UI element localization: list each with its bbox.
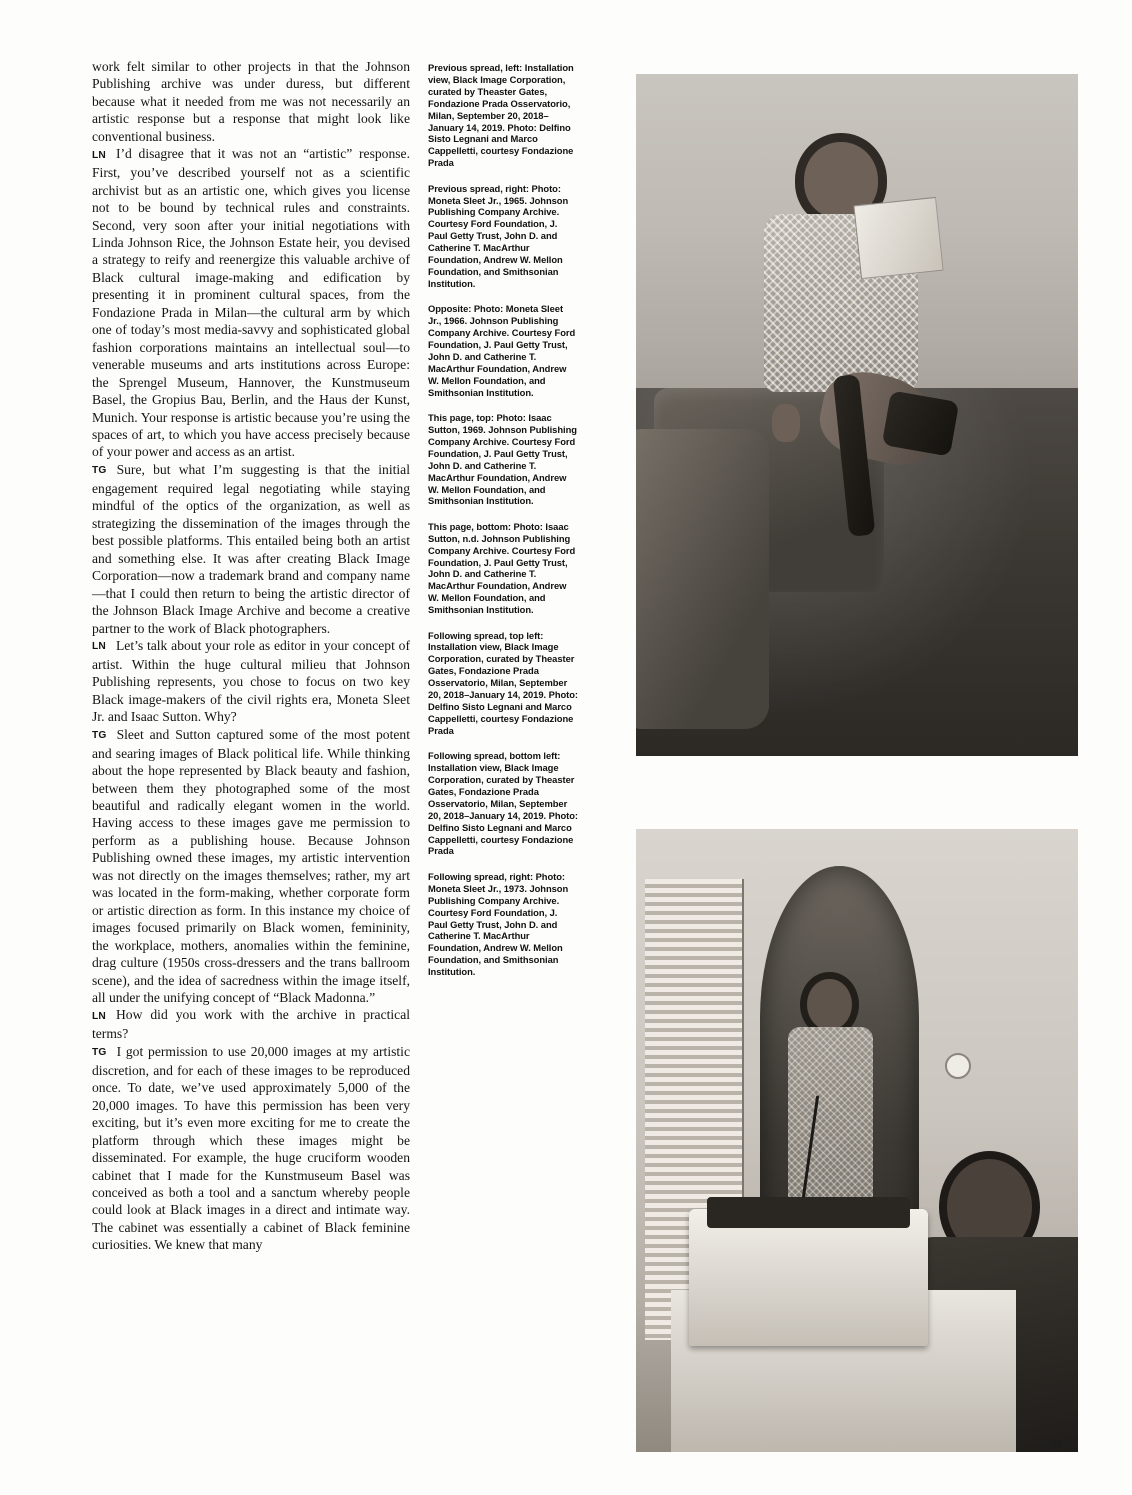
caption-opposite: Opposite: Photo: Moneta Sleet Jr., 1966. Johnson Publishing Company Archive. Courtesy Ford Foundation, J. Paul Getty Trust, John D. and Catherine T. MacArthur Foundation, Andrew W. Mellon Foundation, and Smithsonian Institution.: [428, 303, 576, 398]
paragraph-text: I got permission to use 20,000 images at my artistic discretion, and for each of these images to be reproduced once. To date, we’ve used approximately 5,000 of the 20,000 images. To have this permission has been very exciting, but it’s even more exciting for me to create the platform through which these images might be disseminated. For example, the huge cruciform wooden cabinet that I made for the Kunstmuseum Basel was conceived as both a tool and a sanctum whereby people could look at Black images in a direct and intimate way. The cabinet was essentially a cabinet of Black feminine curiosities. We knew that many: [92, 1043, 410, 1253]
paragraph: [92, 145, 410, 461]
caption-following-spread-right: Following spread, right: Photo: Moneta Sleet Jr., 1973. Johnson Publishing Company Archive. Courtesy Ford Foundation, J. Paul Getty Trust, John D. and Catherine T. MacArthur Foundation, Andrew W. Mellon Foundation, and Smithsonian Institution.: [428, 870, 569, 978]
magazine-shape: [854, 197, 945, 279]
paragraph: [92, 461, 410, 637]
figure-head: [807, 979, 852, 1031]
article-text-column: [92, 58, 410, 1254]
page-number: 37: [1049, 1438, 1062, 1452]
paragraph: [92, 637, 410, 726]
paragraph-text: I’d disagree that it was not an “artistic” response. First, you’ve described yourself not as a scientific archivist but as an artistic one, which gives you license not to be bound by technical rules and constraints. Second, very soon after your initial negotiations with Linda Johnson Rice, the Johnson Estate heir, you devised a strategy to reify and reenergize this valuable archive of Black cultural image-making and edification by presenting it in prominent cultural spaces, from the Fondazione Prada in Milan—the cultural arm by which one of today’s most media-savvy and sophisticated global fashion corporations maintains an intellectual soul—to venerable museums and arts institutions across Europe: the Sprengel Museum, Hannover, the Kunstmuseum Basel, the Gropius Bau, Berlin, and the Haus der Kunst, Munich. Your response is artistic because you’re using the spaces of art, to which you have access precisely because of your power and access as an artist.: [92, 146, 410, 460]
paragraph-text: How did you work with the archive in practical terms?: [92, 1007, 410, 1042]
caption-previous-spread-right: Previous spread, right: Photo: Moneta Sleet Jr., 1965. Johnson Publishing Company Archive. Courtesy Ford Foundation, J. Paul Getty Trust, John D. and Catherine T. MacArthur Foundation, Andrew W. Mellon Foundation, and Smithsonian Institution.: [428, 182, 569, 289]
speaker-label: LN: [92, 149, 106, 161]
caption-previous-spread-left: Previous spread, left: Installation view, Black Image Corporation, curated by Theaster Gates, Fondazione Prada Osservatorio, Milan, September 20, 2018–January 14, 2019. Photo: Delfino Sisto Legnani and Marco Cappelletti, courtesy Fondazione Prada: [428, 62, 574, 169]
photo-bottom: [636, 829, 1078, 1452]
photo-top-composition: [636, 74, 1078, 756]
photo-top: [636, 74, 1078, 756]
paragraph: [92, 1006, 410, 1042]
photo-bottom-composition: [636, 829, 1078, 1452]
typewriter-shape: [689, 1209, 928, 1346]
typewriter-roller: [707, 1197, 910, 1228]
paragraph-text: Sure, but what I’m suggesting is that the initial engagement required legal negotiating while staying mindful of the optics of the organization, as well as strategizing the dissemination of the images through the best possible platforms. This entailed being both an artist and something else. It was after creating Black Image Corporation—now a trademark brand and company name—that I could then return to being the artistic director of the Johnson Black Image Archive and become a creative partner to the work of Black photographers.: [92, 461, 410, 636]
paragraph: [92, 726, 410, 1007]
speaker-label: LN: [92, 1010, 106, 1022]
speaker-label: TG: [92, 465, 107, 477]
caption-following-spread-top-left: Following spread, top left: Installation view, Black Image Corporation, curated by Theaster Gates, Fondazione Prada Osservatorio, Milan, September 20, 2018–January 14, 2019. Photo: Delfino Sisto Legnani and Marco Cappelletti, courtesy Fondazione Prada: [428, 629, 578, 736]
paragraph: [92, 58, 410, 145]
speaker-label: LN: [92, 641, 106, 653]
paragraph-text: Sleet and Sutton captured some of the most potent and searing images of Black political life. While thinking about the hope represented by Black beauty and fashion, between them they photographed some of the most beautiful and radically elegant women in the world. Having access to these images gave me permission to perform as a publishing house. Because Johnson Publishing owned these images, my artistic intervention was not directly on the images themselves; rather, my art was located in the form-making, whether corporate form or artistic direction as form. In this instance my choice of images focused primarily on Black women, femininity, the workplace, mothers, anomalies within the feminine, drag culture (1950s cross-dressers and the trans ballroom scene), and the idea of sacredness within the image itself, all under the unifying concept of “Black Madonna.”: [92, 726, 410, 1006]
sofa-arm-shape: [636, 429, 769, 729]
paragraph-text: work felt similar to other projects in that the Johnson Publishing archive was under duress, but different because what it needed from me was not necessarily an artistic response but a response that might look like conventional business.: [92, 59, 410, 144]
caption-this-page-top: This page, top: Photo: Isaac Sutton, 1969. Johnson Publishing Company Archive. Courtesy Ford Foundation, J. Paul Getty Trust, John D. and Catherine T. MacArthur Foundation, Andrew W. Mellon Foundation, and Smithsonian Institution.: [428, 412, 577, 507]
caption-following-spread-bottom-left: Following spread, bottom left: Installation view, Black Image Corporation, curated by Theaster Gates, Fondazione Prada Osservatorio, Milan, September 20, 2018–January 14, 2019. Photo: Delfino Sisto Legnani and Marco Cappelletti, courtesy Fondazione Prada: [428, 750, 578, 857]
speaker-label: TG: [92, 1047, 107, 1059]
figure-boot-right: [882, 390, 960, 456]
paragraph-text: Let’s talk about your role as editor in your concept of artist. Within the huge cultural milieu that Johnson Publishing represents, you chose to focus on two key Black image-makers of the civil rights era, Moneta Sleet Jr. and Isaac Sutton. Why?: [92, 637, 410, 725]
caption-column: [428, 62, 578, 992]
speaker-label: TG: [92, 730, 107, 742]
caption-this-page-bottom: This page, bottom: Photo: Isaac Sutton, n.d. Johnson Publishing Company Archive. Courtesy Ford Foundation, J. Paul Getty Trust, John D. and Catherine T. MacArthur Foundation, Andrew W. Mellon Foundation, and Smithsonian Institution.: [428, 520, 576, 616]
figure-hand: [772, 404, 800, 442]
paragraph: [92, 1043, 410, 1254]
seated-figure: [760, 142, 963, 565]
